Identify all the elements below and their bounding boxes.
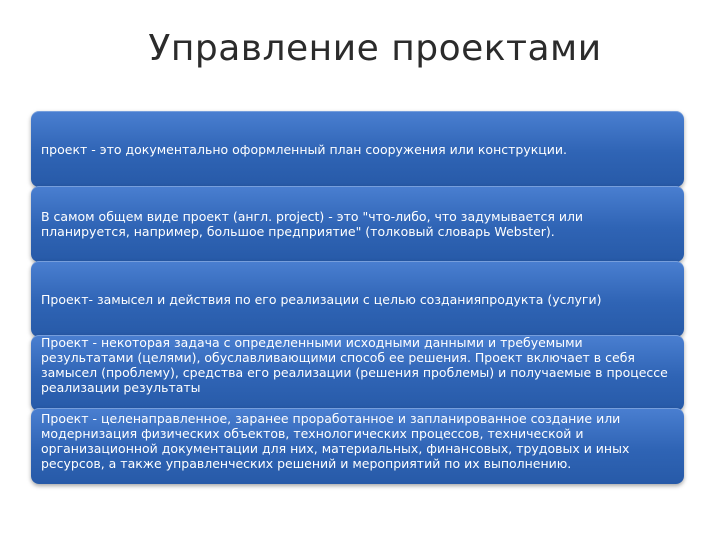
definition-block bbox=[31, 186, 684, 262]
definition-block bbox=[31, 111, 684, 187]
definition-text: Проект - некоторая задача с определенными исходными данными и требуемыми результатами (целями), обуславливающими способ ее решения. Проект включает в себя замысел (проблему), средства его реализации (решения проблемы) и получаемые в процессе реализации результаты bbox=[41, 335, 668, 395]
definition-block bbox=[31, 335, 684, 411]
slide-title: Управление проектами bbox=[148, 28, 602, 69]
definition-text: Проект - целенаправленное, заранее проработанное и запланированное создание или модернизация физических объектов, технологических процессов, технической и организационной документации для них, материальных, финансовых, трудовых и иных ресурсов, а также управленческих решений и мероприятий по их выполнению. bbox=[41, 411, 630, 471]
definition-text: Проект- замысел и действия по его реализации с целью созданияпродукта (услуги) bbox=[41, 291, 602, 307]
definition-block bbox=[31, 261, 684, 337]
definition-block bbox=[31, 408, 684, 484]
definition-text: проект - это документально оформленный план сооружения или конструкции. bbox=[41, 141, 568, 157]
definition-text: В самом общем виде проект (англ. project) - это "что-либо, что задумывается или планируется, например, большое предприятие" (толковый словарь Webster). bbox=[41, 209, 584, 239]
